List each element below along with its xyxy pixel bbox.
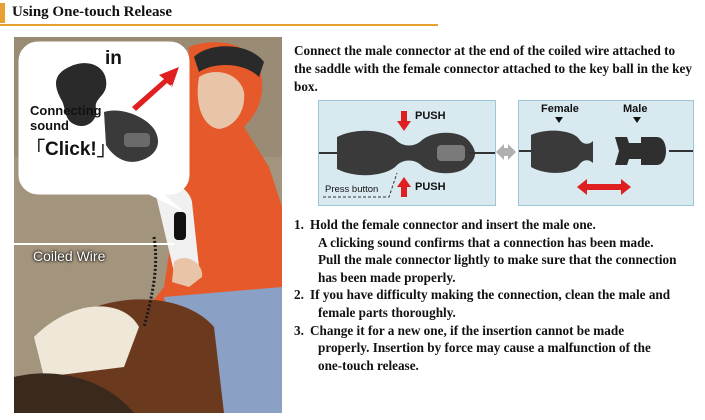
step-line: Change it for a new one, if the insertion cannot be made [310, 322, 625, 338]
rider-photo [14, 37, 282, 413]
step-line: properly. Insertion by force may cause a malfunction of the [318, 340, 651, 356]
click-label: 「Click!」 [26, 139, 116, 160]
male-label: Male [623, 103, 648, 115]
step-line: Hold the female connector and insert the male one. [310, 217, 596, 232]
connecting-label-line-2: sound [30, 118, 69, 133]
coiled-wire-pointer [14, 243, 174, 245]
step-3 [294, 322, 702, 375]
rider-photo-illustration [14, 37, 282, 413]
step-number: 3. [294, 322, 304, 338]
press-button-label: Press button [325, 184, 379, 195]
swap-arrow-icon [494, 100, 518, 204]
step-1 [294, 216, 702, 286]
step-line: has been made properly. [318, 269, 456, 285]
push-label-bottom: PUSH [415, 181, 446, 193]
instruction-steps [294, 216, 702, 374]
separated-connector-drawing [519, 101, 693, 205]
step-number: 1. [294, 217, 304, 232]
section-header [0, 0, 438, 26]
intro-paragraph: Connect the male connector at the end of the coiled wire attached to the saddle with the female connector attached to the key ball in the key box. [294, 43, 692, 94]
in-label: in [105, 48, 122, 69]
step-line: Pull the male connector lightly to make sure that the connection [318, 252, 677, 268]
step-line: A clicking sound confirms that a connection has been made. [318, 234, 654, 250]
connector-diagram [318, 100, 692, 204]
step-line: If you have difficulty making the connection, clean the male and [310, 287, 671, 303]
header-rule [0, 24, 438, 26]
separated-panel [518, 100, 694, 206]
step-line: female parts thoroughly. [318, 304, 456, 320]
push-label-top: PUSH [415, 110, 446, 122]
connected-panel [318, 100, 496, 206]
step-2 [294, 286, 702, 321]
section-title: Using One-touch Release [12, 4, 172, 20]
step-line: one-touch release. [318, 357, 419, 373]
header-accent-bar [0, 3, 5, 23]
coiled-wire-label: Coiled Wire [33, 248, 106, 264]
connecting-sound-label [30, 103, 102, 133]
connecting-label-line-1: Connecting [30, 103, 102, 118]
step-number: 2. [294, 287, 304, 303]
female-label: Female [541, 103, 579, 115]
